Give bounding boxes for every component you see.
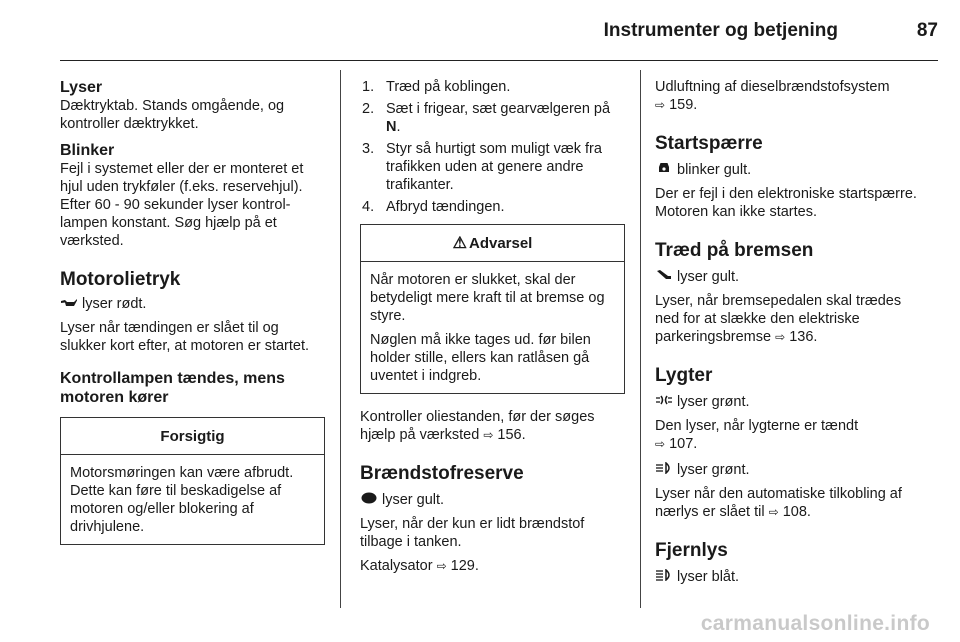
indicator-line: lyser grønt. (655, 393, 920, 411)
list-item: 3. Styr så hurtigt som muligt væk fra trafikken uden at genere andre trafikanter. (362, 141, 602, 193)
paragraph: Lyser når tændingen er slået til og slukker kort efter, at motoren er startet. (60, 320, 310, 354)
header-rule (60, 60, 938, 61)
indicator-line: blinker gult. (655, 161, 920, 179)
paragraph: Udluftning af dieselbrændstofsystem ⇨ 159. (655, 79, 890, 113)
column-3 (655, 78, 920, 586)
indicator-line: lyser grønt. (655, 461, 920, 479)
paragraph: Lyser, når der kun er lidt brændstof tilbage i tanken. (360, 516, 585, 550)
heading-braendstofreserve: Brændstofreserve (360, 463, 524, 484)
indicator-line: lyser gult. (655, 268, 920, 286)
paragraph: Lyser, når bremsepedalen skal trædes ned for at slække den elektriske parkeringsbremse ⇨ 136. (655, 293, 902, 345)
heading-fjernlys: Fjernlys (655, 540, 728, 561)
warning-header (361, 225, 624, 262)
paragraph: Lyser når den automatiske tilkobling af nærlys er slået til ⇨ 108. (655, 486, 902, 520)
reference-arrow-icon: ⇨ (655, 437, 666, 451)
warning-text: Når motoren er slukket, skal der betydeligt mere kraft til at bremse og styre. (370, 272, 605, 324)
car-key-icon (655, 161, 673, 179)
column-divider (340, 70, 341, 608)
paragraph: Dæktryktab. Stands omgående, og kontroller dæktrykket. (60, 98, 285, 132)
paragraph: Den lyser, når lygterne er tændt ⇨ 107. (655, 418, 859, 452)
watermark: carmanualsonline.info (700, 612, 930, 635)
caution-box (60, 417, 325, 545)
reference-arrow-icon: ⇨ (768, 505, 779, 519)
column-divider (640, 70, 641, 608)
list-item: 2. Sæt i frigear, sæt gearvælgeren på N. (362, 101, 611, 135)
indicator-line: lyser gult. (360, 491, 625, 509)
paragraph: Fejl i systemet eller der er monteret et hjul uden trykføler (f.eks. reservehjul). Efter 60 - 90 sekunder lyser kontrollampen konstant. Søg hjælp på et værksted. (60, 161, 304, 249)
reference-arrow-icon: ⇨ (483, 428, 494, 442)
paragraph: Katalysator ⇨ 129. (360, 558, 479, 574)
page-number: 87 (916, 20, 938, 41)
column-1 (60, 78, 325, 545)
indicator-line: lyser blåt. (655, 568, 920, 586)
oil-can-icon (60, 295, 78, 313)
reference-arrow-icon: ⇨ (436, 559, 447, 573)
heading-blinker: Blinker (60, 142, 115, 159)
page-header (0, 0, 960, 60)
heading-kontrollampen: Kontrollampen tændes, mens motoren kører (60, 370, 285, 406)
auto-light-icon (655, 461, 673, 479)
side-lights-icon (655, 393, 673, 411)
fuel-dot-icon (360, 491, 378, 509)
indicator-line: lyser rødt. (60, 295, 325, 313)
caution-title: Forsigtig (61, 418, 324, 455)
heading-startspaerre: Startspærre (655, 133, 763, 154)
heading-motorolietryk: Motorolietryk (60, 269, 181, 290)
warning-box (360, 224, 625, 394)
high-beam-icon (655, 568, 673, 586)
heading-lygter: Lygter (655, 365, 713, 386)
caution-text: Motorsmøringen kan være afbrudt. Dette kan føre til beskadigelse af motoren og/eller blokering af drivhjulene. (70, 465, 294, 535)
reference-arrow-icon: ⇨ (775, 330, 786, 344)
paragraph: Kontroller oliestanden, før der søges hjælp på værksted ⇨ 156. (360, 409, 595, 443)
page-title: Instrumenter og betjening (603, 20, 838, 41)
steps-list (360, 78, 625, 216)
warning-text: Nøglen må ikke tages ud. før bilen holder stille, ellers kan ratlåsen gå uventet i indgreb. (370, 332, 591, 384)
warning-title: Advarsel (468, 235, 533, 252)
warning-icon: ⚠ (452, 235, 467, 252)
paragraph: Der er fejl i den elektroniske startspærre. Motoren kan ikke startes. (655, 186, 917, 220)
list-item: 4. Afbryd tændingen. (362, 199, 505, 215)
heading-traed-paa-bremsen: Træd på bremsen (655, 240, 814, 261)
column-2 (360, 78, 625, 575)
heading-lyser: Lyser (60, 79, 103, 96)
list-item: 1. Træd på koblingen. (362, 79, 511, 95)
brake-pedal-icon (655, 268, 673, 286)
reference-arrow-icon: ⇨ (655, 98, 666, 112)
